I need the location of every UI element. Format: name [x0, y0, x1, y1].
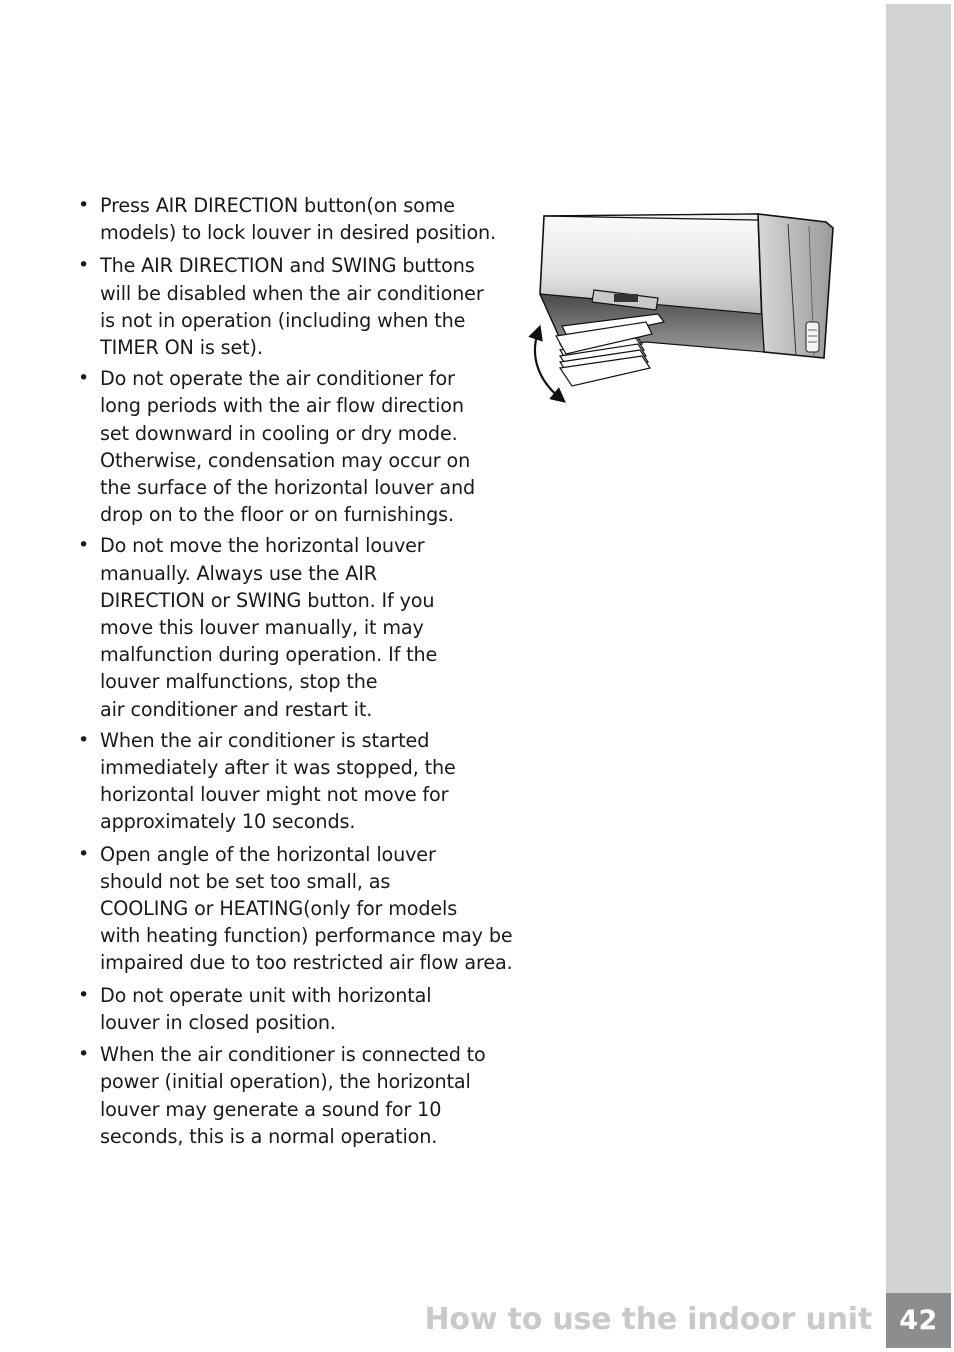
bullet-icon: •: [78, 983, 90, 1006]
list-item: [78, 365, 538, 528]
list-item: [78, 252, 538, 361]
bullet-icon: •: [78, 1043, 90, 1066]
list-item: [78, 841, 538, 977]
bullet-icon: •: [78, 367, 90, 390]
bullet-icon: •: [78, 842, 90, 865]
bullet-icon: •: [78, 254, 90, 277]
page-number-box: [886, 1293, 951, 1348]
list-item: [78, 982, 538, 1036]
list-item-text: Open angle of the horizontal louver should not be set too small, as COOLING or HEATING(only for models with heating function) performance may be impaired due to too restricted air flow area.: [100, 842, 513, 975]
list-item: [78, 192, 538, 246]
list-item: [78, 532, 538, 722]
list-item-text: Do not operate the air conditioner for long periods with the air flow direction set downward in cooling or dry mode. Otherwise, condensation may occur on the surface of the horizontal louver and drop on to the floor or on furnishings.: [100, 367, 476, 527]
list-item-text: When the air conditioner is connected to power (initial operation), the horizontal louver may generate a sound for 10 seconds, this is a normal operation.: [100, 1043, 486, 1148]
bullet-icon: •: [78, 194, 90, 216]
bullet-icon: •: [78, 728, 90, 751]
list-item: [78, 727, 538, 836]
list-item-text: Press AIR DIRECTION button(on some models) to lock louver in desired position.: [100, 194, 497, 245]
list-item-text: When the air conditioner is started immediately after it was stopped, the horizontal louver might not move for approximately 10 seconds.: [100, 728, 456, 834]
bullet-icon: •: [78, 534, 90, 557]
section-title: How to use the indoor unit: [424, 1302, 872, 1337]
list-item-text: Do not move the horizontal louver manually. Always use the AIR DIRECTION or SWING button. If you move this louver manually, it may malfunction during operation. If the louver malfunctions, stop the air conditioner and restart it.: [100, 534, 438, 721]
list-item-text: Do not operate unit with horizontal louver in closed position.: [100, 983, 432, 1034]
list-item: [78, 1041, 538, 1150]
side-strip: [886, 4, 951, 1348]
instruction-list: [78, 192, 538, 1155]
page-number: 42: [899, 1305, 938, 1336]
list-item-text: The AIR DIRECTION and SWING buttons will be disabled when the air conditioner is not in operation (including when the TIMER ON is set).: [100, 254, 484, 360]
air-conditioner-louver-swing-icon: [526, 210, 838, 406]
